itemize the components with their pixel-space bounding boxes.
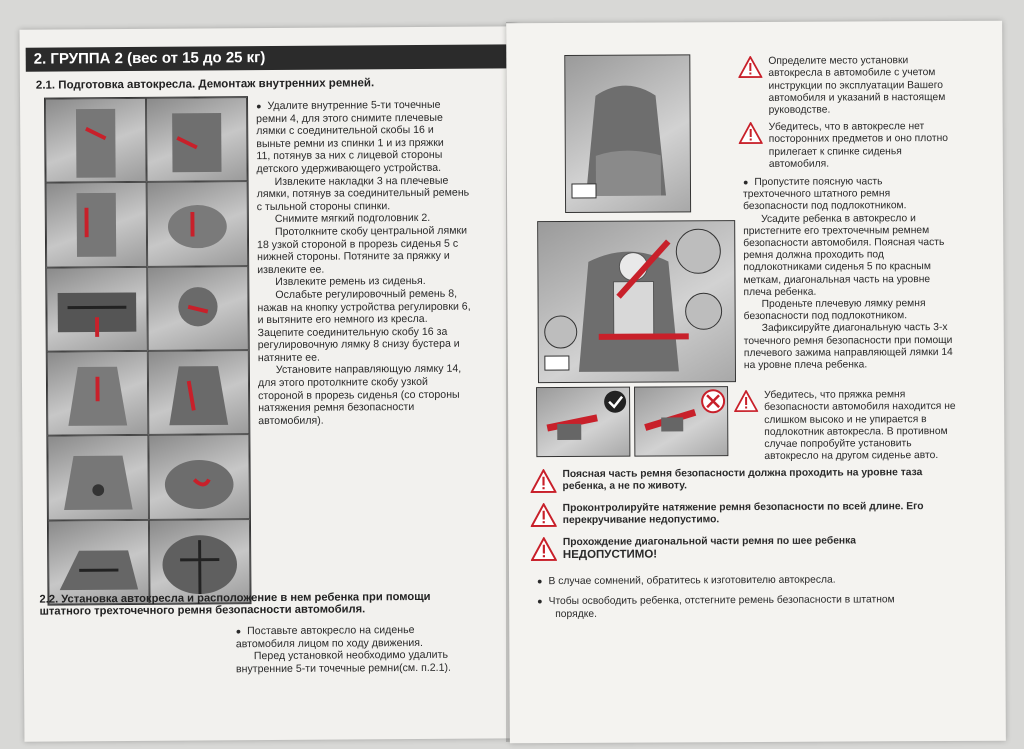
text-line: безопасности под подлокотником. xyxy=(743,310,908,323)
text-line: случае попробуйте установить xyxy=(764,438,912,451)
text-line: натяните ее. xyxy=(257,351,321,364)
subsection-2-2-text xyxy=(236,623,516,675)
photo-step-9 xyxy=(47,435,149,520)
subsection-title-2-2 xyxy=(39,591,430,618)
text-line: Зацепите соединительную скобу 16 за xyxy=(257,325,448,339)
text-line: плечевого зажима направляющей лямки 14 xyxy=(743,346,953,359)
text-line: стороной в прорезь сиденья (со стороны xyxy=(258,388,460,402)
bold-warning-lap-belt xyxy=(530,467,1000,501)
text-line: точечного ремня безопасности при помощи xyxy=(743,334,953,347)
instruction-photo-grid xyxy=(44,96,252,605)
warning-triangle-icon xyxy=(531,503,557,527)
warning-triangle-icon xyxy=(739,122,763,144)
text-line: Проконтролируйте натяжение ремня безопасности по всей длине. Его xyxy=(562,501,924,515)
text-line: ● Чтобы освободить ребенка, отстегните ремень безопасности в штатном xyxy=(537,593,997,609)
text-line: автомобиля и указаний в настоящем xyxy=(768,91,946,104)
subsection-title-line: 2.2. Установка автокресла и расположение в нем ребенка при помощи xyxy=(39,590,431,606)
incorrect-buckle-photo xyxy=(634,386,728,456)
text-line: трехточечного штатного ремня xyxy=(742,188,891,201)
text-line: пристегните его трехточечным ремнем xyxy=(743,224,930,237)
text-line: порядке. xyxy=(555,608,597,620)
seat-illustration-top xyxy=(564,54,691,213)
warning-triangle-icon xyxy=(531,537,557,561)
text-line: Убедитесь, что пряжка ремня xyxy=(764,389,906,401)
text-line: ремня должна проходить под xyxy=(743,249,884,262)
text-line: Определите место установки xyxy=(768,55,909,67)
text-line: руководстве. xyxy=(768,104,831,117)
section-title: 2. ГРУППА 2 (вес от 15 до 25 кг) xyxy=(26,44,518,71)
text-line: Протолкните скобу центральной лямки xyxy=(274,224,468,238)
subsection-title-line: штатного трехточечного ремня безопасности автомобиля. xyxy=(39,603,366,618)
text-line: автомобиля лицом по ходу движения. xyxy=(235,636,423,650)
text-line: Проденьте плечевую лямку ремня xyxy=(761,298,926,311)
right-instruction-text xyxy=(743,175,1002,373)
photo-step-8 xyxy=(148,350,250,435)
photo-step-12 xyxy=(149,519,251,604)
photo-step-3 xyxy=(46,182,148,267)
photo-step-2 xyxy=(146,97,248,182)
text-line: плеча ребенка. xyxy=(743,286,817,298)
text-line: подлокотниками сиденья 5 по красным xyxy=(743,261,931,274)
correct-buckle-photo xyxy=(536,387,630,457)
text-line: детского удерживающего устройства. xyxy=(256,161,442,176)
bold-warning-tension xyxy=(531,501,1001,535)
text-line: меткам, диагональная часть на уровне xyxy=(743,273,931,286)
text-line: извлеките ее. xyxy=(257,263,325,276)
text-line: слишком высоко и не упирается в xyxy=(764,413,927,426)
text-line: с тыльной стороны спинки. xyxy=(256,199,391,213)
text-line: Установите направляющую лямку 14, xyxy=(275,363,462,377)
text-line: безопасности автомобиля. Поясная часть xyxy=(743,237,945,250)
text-line: подлокотник автокресла. В противном xyxy=(764,425,948,438)
text-line: натяжения ремня безопасности xyxy=(258,401,415,415)
text-line: 11, потянув за них с лицевой стороны xyxy=(256,149,443,163)
warning-triangle-icon xyxy=(734,390,758,412)
photo-step-5 xyxy=(46,267,148,352)
text-line: ● Пропустите поясную часть xyxy=(743,175,1001,190)
text-line: выньте ремни из спинки 1 и из пряжки xyxy=(256,136,444,150)
text-line: Извлеките ремень из сиденья. xyxy=(275,275,426,289)
warning-no-objects xyxy=(739,121,999,182)
text-line: лямки с соединительной скобы 16 и xyxy=(256,124,434,138)
text-line: автокресла в автомобиле с учетом xyxy=(768,67,936,80)
text-line: автомобиля). xyxy=(258,414,324,427)
text-line: внутренние 5-ти точечные ремни(см. п.2.1). xyxy=(235,661,452,676)
text-line: автомобиля. xyxy=(768,158,830,170)
photo-step-11 xyxy=(48,520,150,605)
text-line: перекручивание недопустимо. xyxy=(562,514,720,527)
text-line: НЕДОПУСТИМО! xyxy=(562,548,658,562)
warning-triangle-icon xyxy=(738,56,762,78)
text-line: автокресло на другом сиденье авто. xyxy=(764,450,939,463)
text-line: и вытяните его немного из кресла. xyxy=(257,313,428,327)
bullet-doubt xyxy=(537,573,997,589)
photo-step-7 xyxy=(47,351,149,436)
text-line: Усадите ребенка в автокресло и xyxy=(761,212,916,225)
text-line: Перед установкой необходимо удалить xyxy=(253,648,449,663)
text-line: нижней стороны. Потяните за пряжку и xyxy=(257,249,450,264)
text-line: Поясная часть ремня безопасности должна проходить на уровне таза xyxy=(562,467,923,481)
text-line: 18 узкой стороной в прорезь сиденья 5 с xyxy=(256,237,459,251)
text-line: прилегает к спинке сиденья xyxy=(768,145,902,158)
text-line: Извлеките накладки 3 на плечевые xyxy=(274,174,449,188)
text-line: ремни 4, для этого снимите плечевые xyxy=(256,111,443,125)
bold-warning-neck xyxy=(531,535,1001,569)
right-page xyxy=(506,21,1006,744)
text-line: ● Поставьте автокресло на сиденье xyxy=(236,623,516,638)
text-line: ● В случае сомнений, обратитесь к изготовителю автокресла. xyxy=(537,573,997,589)
warning-triangle-icon xyxy=(530,469,556,493)
text-line: Прохождение диагональной части ремня по шее ребенка xyxy=(562,535,857,549)
text-line: ребенка, а не по животу. xyxy=(562,480,687,493)
text-line: на уровне плеча ребенка. xyxy=(743,359,868,372)
subsection-2-1-text xyxy=(256,98,520,427)
text-line: Убедитесь, что в автокресле нет xyxy=(768,121,925,133)
left-page xyxy=(20,26,525,741)
warning-buckle-position xyxy=(734,389,1000,470)
text-line: Ослабьте регулировочный ремень 8, xyxy=(275,287,458,301)
text-line: нажав на кнопку устройства регулировки 6, xyxy=(257,300,471,314)
photo-step-6 xyxy=(147,266,249,351)
child-in-seat-illustration xyxy=(537,220,736,383)
photo-step-4 xyxy=(147,181,249,266)
text-line: посторонних предметов и оно плотно xyxy=(768,133,949,146)
text-line: Снимите мягкий подголовник 2. xyxy=(274,212,431,226)
subsection-title-2-1: 2.1. Подготовка автокресла. Демонтаж внутренних ремней. xyxy=(35,77,375,92)
photo-step-1 xyxy=(45,98,147,183)
text-line: для этого протолкните скобу узкой xyxy=(257,375,428,390)
bullet-release xyxy=(537,593,997,622)
text-line: безопасности автомобиля находится не xyxy=(764,401,956,414)
photo-step-10 xyxy=(148,434,250,519)
text-line: безопасности под подлокотником. xyxy=(743,200,907,213)
text-line: ● Удалите внутренние 5-ти точечные xyxy=(256,98,518,112)
text-line: лямки, потянув за соединительный ремень xyxy=(256,186,470,201)
text-line: инструкции по эксплуатации Вашего xyxy=(768,79,944,92)
text-line: регулировочную лямку 8 снизу бустера и xyxy=(257,337,460,352)
text-line: Зафиксируйте диагональную часть 3-х xyxy=(761,322,948,335)
